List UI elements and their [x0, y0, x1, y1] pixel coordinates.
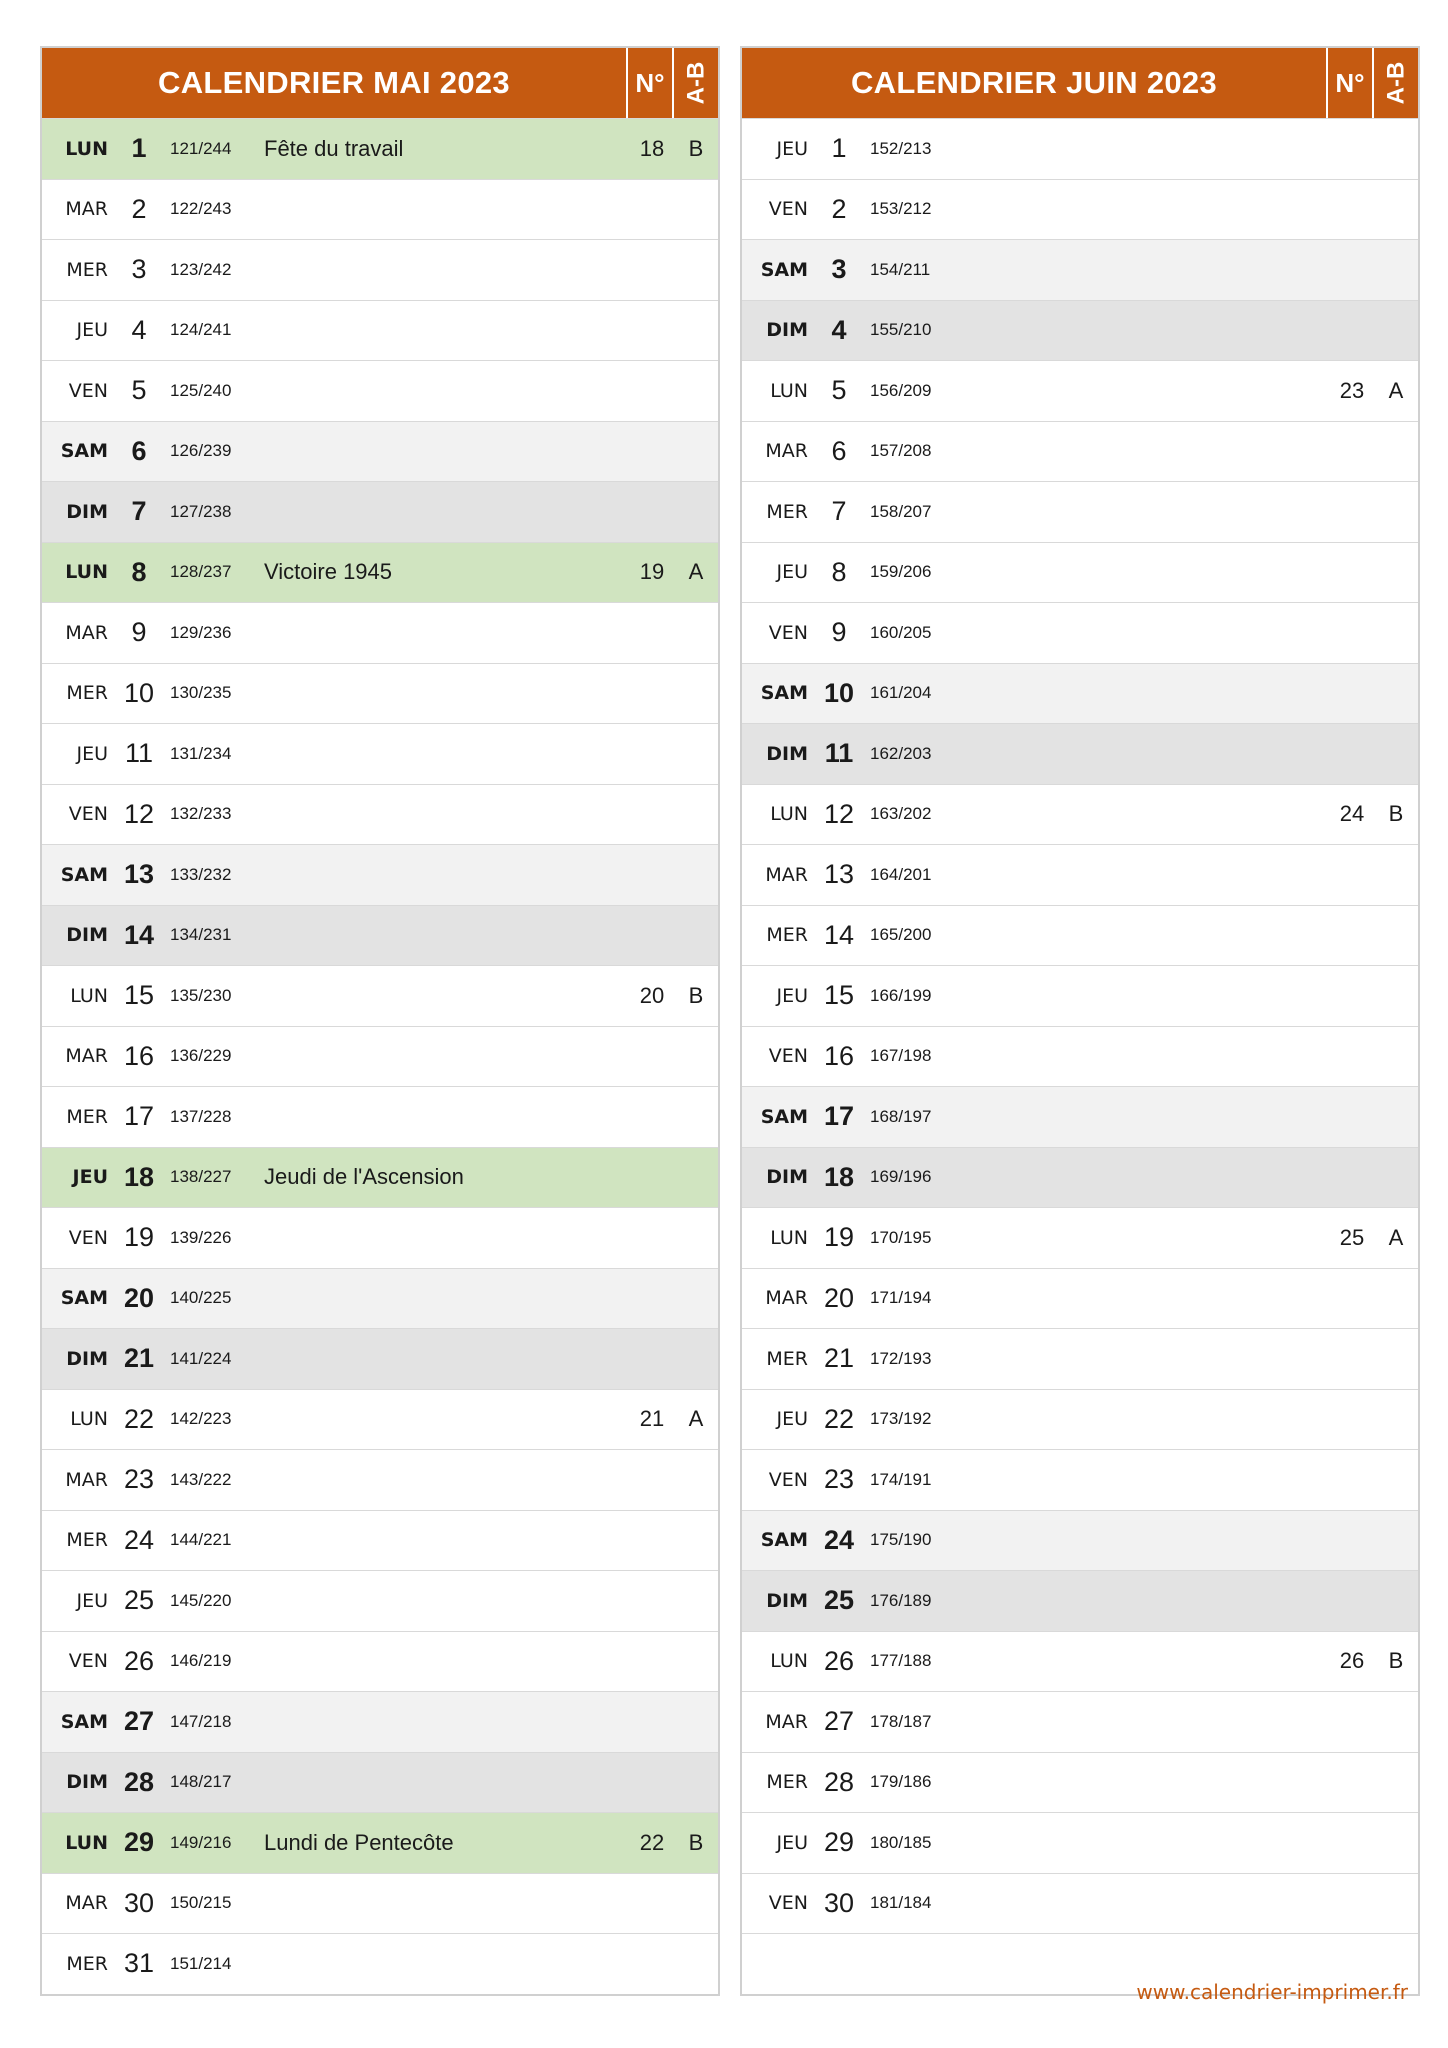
day-row	[742, 1570, 1418, 1631]
day-row	[42, 965, 718, 1026]
day-number: 29	[123, 1827, 155, 1858]
day-number: 27	[123, 1706, 155, 1737]
day-row	[42, 1328, 718, 1389]
day-name: JEU	[72, 1166, 108, 1189]
day-of-year: 143/222	[170, 1469, 232, 1489]
day-row	[42, 602, 718, 663]
day-row	[42, 421, 718, 482]
day-number: 26	[823, 1645, 855, 1676]
calendar-rows	[742, 118, 1418, 1994]
day-of-year: 149/216	[170, 1832, 232, 1852]
week-ab: A	[1388, 377, 1404, 403]
day-number: 29	[823, 1827, 855, 1858]
day-row	[42, 1812, 718, 1873]
day-of-year: 148/217	[170, 1772, 232, 1792]
day-row	[42, 1449, 718, 1510]
day-number: 8	[131, 556, 147, 587]
day-of-year: 151/214	[170, 1953, 232, 1973]
day-number: 3	[831, 254, 847, 285]
day-number: 20	[823, 1282, 855, 1313]
day-row	[42, 723, 718, 784]
day-name: DIM	[66, 1347, 108, 1370]
day-number: 21	[823, 1343, 855, 1374]
event-label: Victoire 1945	[264, 559, 393, 585]
day-number: 3	[131, 254, 147, 285]
day-row	[742, 1207, 1418, 1268]
day-row	[42, 1933, 718, 1994]
day-number: 23	[123, 1464, 155, 1495]
day-of-year: 170/195	[870, 1227, 932, 1247]
day-row	[42, 1147, 718, 1208]
calendar-june	[740, 46, 1420, 1996]
week-ab: A	[1388, 1224, 1404, 1250]
day-name: MAR	[65, 621, 108, 644]
day-of-year: 125/240	[170, 380, 232, 400]
week-number: 20	[639, 982, 665, 1008]
day-row	[742, 1147, 1418, 1208]
day-name: VEN	[768, 1892, 808, 1915]
day-of-year: 132/233	[170, 804, 232, 824]
day-name: LUN	[770, 1226, 808, 1249]
day-name: JEU	[776, 137, 808, 160]
day-row	[42, 542, 718, 603]
day-row	[742, 1631, 1418, 1692]
week-number: 23	[1339, 377, 1365, 403]
day-number: 18	[823, 1161, 855, 1192]
day-of-year: 164/201	[870, 864, 932, 884]
day-row	[742, 421, 1418, 482]
day-number: 6	[831, 435, 847, 466]
day-name: VEN	[768, 1045, 808, 1068]
day-row	[742, 179, 1418, 240]
calendar-may	[40, 46, 720, 1996]
day-of-year: 161/204	[870, 683, 932, 703]
day-number: 24	[123, 1524, 155, 1555]
day-of-year: 179/186	[870, 1772, 932, 1792]
day-of-year: 175/190	[870, 1530, 932, 1550]
day-number: 15	[823, 980, 855, 1011]
day-number: 19	[123, 1222, 155, 1253]
day-row	[742, 1268, 1418, 1329]
day-number: 16	[823, 1040, 855, 1071]
week-ab: B	[688, 1829, 704, 1855]
week-number-header: N°	[626, 48, 672, 118]
week-ab: B	[1388, 1648, 1404, 1674]
day-number: 13	[823, 859, 855, 890]
day-number: 11	[824, 738, 854, 769]
day-row	[742, 360, 1418, 421]
day-name: JEU	[776, 561, 808, 584]
day-name: MER	[766, 1771, 808, 1794]
day-number: 20	[123, 1282, 155, 1313]
day-row	[42, 1389, 718, 1450]
day-of-year: 122/243	[170, 199, 232, 219]
day-of-year: 171/194	[870, 1288, 932, 1308]
week-ab: B	[688, 135, 704, 161]
day-row	[742, 1389, 1418, 1450]
day-of-year: 166/199	[870, 985, 932, 1005]
week-number: 25	[1339, 1224, 1365, 1250]
week-number: 21	[639, 1406, 665, 1432]
day-number: 10	[123, 677, 155, 708]
day-row	[42, 1510, 718, 1571]
day-name: SAM	[60, 863, 108, 886]
day-of-year: 135/230	[170, 985, 232, 1005]
day-of-year: 169/196	[870, 1167, 932, 1187]
day-name: DIM	[66, 1771, 108, 1794]
day-name: MAR	[65, 1892, 108, 1915]
day-name: LUN	[65, 137, 108, 160]
day-name: DIM	[766, 1166, 808, 1189]
day-of-year: 158/207	[870, 501, 932, 521]
day-name: DIM	[766, 742, 808, 765]
day-name: MAR	[65, 1045, 108, 1068]
day-of-year: 139/226	[170, 1227, 232, 1247]
day-name: VEN	[768, 1468, 808, 1491]
day-row	[42, 1691, 718, 1752]
day-number: 2	[131, 193, 147, 224]
day-row	[42, 360, 718, 421]
day-number: 17	[123, 1101, 155, 1132]
day-name: VEN	[68, 1650, 108, 1673]
week-ab: A	[688, 559, 704, 585]
day-name: JEU	[776, 984, 808, 1007]
day-number: 31	[123, 1948, 155, 1979]
day-number: 24	[823, 1524, 855, 1555]
day-name: DIM	[66, 500, 108, 523]
day-row	[742, 1086, 1418, 1147]
day-number: 12	[123, 798, 155, 829]
day-name: DIM	[766, 319, 808, 342]
day-name: MAR	[765, 440, 808, 463]
day-of-year: 173/192	[870, 1409, 932, 1429]
day-row	[742, 239, 1418, 300]
day-number: 6	[131, 435, 147, 466]
day-name: VEN	[68, 379, 108, 402]
day-name: LUN	[770, 379, 808, 402]
day-number: 17	[823, 1101, 855, 1132]
day-row	[42, 1268, 718, 1329]
day-of-year: 146/219	[170, 1651, 232, 1671]
day-name: MAR	[65, 198, 108, 221]
week-number: 26	[1339, 1648, 1365, 1674]
day-name: JEU	[76, 319, 108, 342]
day-number: 5	[831, 375, 847, 406]
day-of-year: 150/215	[170, 1893, 232, 1913]
day-row	[42, 300, 718, 361]
day-of-year: 133/232	[170, 864, 232, 884]
day-row	[742, 1752, 1418, 1813]
day-of-year: 145/220	[170, 1590, 232, 1610]
day-name: LUN	[770, 1650, 808, 1673]
day-name: LUN	[65, 561, 108, 584]
day-of-year: 136/229	[170, 1046, 232, 1066]
day-of-year: 154/211	[870, 259, 931, 279]
day-row	[742, 1026, 1418, 1087]
day-number: 12	[823, 798, 855, 829]
day-row	[742, 602, 1418, 663]
calendar-header	[42, 48, 718, 118]
day-number: 23	[823, 1464, 855, 1495]
day-number: 14	[823, 919, 855, 950]
day-of-year: 144/221	[170, 1530, 232, 1550]
day-name: JEU	[76, 1589, 108, 1612]
day-row	[42, 239, 718, 300]
day-number: 13	[123, 859, 155, 890]
day-number: 2	[831, 193, 847, 224]
day-row	[742, 965, 1418, 1026]
day-of-year: 134/231	[170, 925, 232, 945]
day-number: 9	[131, 617, 147, 648]
day-row	[742, 1691, 1418, 1752]
day-name: MER	[66, 1952, 108, 1975]
day-name: SAM	[760, 258, 808, 281]
day-of-year: 168/197	[870, 1106, 932, 1126]
day-of-year: 128/237	[170, 562, 232, 582]
website-link[interactable]: www.calendrier-imprimer.fr	[1136, 1980, 1408, 2004]
day-of-year: 162/203	[870, 743, 932, 763]
day-name: MAR	[65, 1468, 108, 1491]
day-of-year: 155/210	[870, 320, 932, 340]
week-ab: B	[1388, 801, 1404, 827]
day-row	[42, 905, 718, 966]
day-name: JEU	[76, 742, 108, 765]
day-number: 1	[831, 133, 847, 164]
day-row	[742, 481, 1418, 542]
day-row	[742, 844, 1418, 905]
week-number: 19	[639, 559, 665, 585]
week-ab-header: A-B	[1372, 48, 1418, 118]
day-row	[42, 118, 718, 179]
day-of-year: 180/185	[870, 1832, 932, 1852]
day-row	[742, 1812, 1418, 1873]
day-row	[42, 1873, 718, 1934]
day-of-year: 129/236	[170, 622, 232, 642]
day-number: 30	[823, 1887, 855, 1918]
day-name: LUN	[70, 1408, 108, 1431]
day-name: VEN	[68, 803, 108, 826]
event-label: Fête du travail	[264, 135, 404, 161]
day-name: MER	[766, 1347, 808, 1370]
day-name: LUN	[70, 984, 108, 1007]
day-name: VEN	[68, 1226, 108, 1249]
week-number: 24	[1339, 801, 1365, 827]
day-number: 28	[823, 1766, 855, 1797]
day-row	[742, 1873, 1418, 1934]
day-name: SAM	[760, 682, 808, 705]
day-row	[742, 1328, 1418, 1389]
day-row	[42, 1631, 718, 1692]
day-number: 30	[123, 1887, 155, 1918]
day-row	[42, 663, 718, 724]
day-number: 4	[131, 314, 147, 345]
day-name: MER	[66, 1105, 108, 1128]
day-row	[742, 300, 1418, 361]
day-number: 18	[123, 1161, 155, 1192]
day-row	[742, 1510, 1418, 1571]
day-of-year: 137/228	[170, 1106, 232, 1126]
calendar-title: CALENDRIER JUIN 2023	[850, 65, 1218, 100]
day-of-year: 152/213	[870, 138, 932, 158]
day-row	[742, 663, 1418, 724]
day-of-year: 141/224	[170, 1348, 232, 1368]
day-row	[42, 1752, 718, 1813]
day-number: 26	[123, 1645, 155, 1676]
day-name: MER	[766, 924, 808, 947]
day-of-year: 172/193	[870, 1348, 932, 1368]
day-of-year: 165/200	[870, 925, 932, 945]
day-of-year: 177/188	[870, 1651, 932, 1671]
event-label: Lundi de Pentecôte	[264, 1829, 454, 1855]
day-row	[742, 723, 1418, 784]
day-row	[42, 844, 718, 905]
day-number: 25	[123, 1585, 155, 1616]
week-number: 18	[639, 135, 665, 161]
day-of-year: 142/223	[170, 1409, 232, 1429]
day-number: 16	[123, 1040, 155, 1071]
day-of-year: 138/227	[170, 1167, 232, 1187]
day-number: 7	[831, 496, 847, 527]
day-of-year: 157/208	[870, 441, 932, 461]
day-of-year: 147/218	[170, 1711, 232, 1731]
day-name: SAM	[760, 1105, 808, 1128]
calendar-title: CALENDRIER MAI 2023	[158, 65, 510, 100]
day-of-year: 123/242	[170, 259, 232, 279]
day-name: DIM	[66, 924, 108, 947]
day-name: SAM	[760, 1529, 808, 1552]
event-label: Jeudi de l'Ascension	[264, 1164, 464, 1190]
day-of-year: 178/187	[870, 1711, 932, 1731]
day-of-year: 160/205	[870, 622, 932, 642]
day-of-year: 181/184	[870, 1893, 932, 1913]
day-number: 8	[831, 556, 847, 587]
day-row	[42, 481, 718, 542]
day-number: 9	[831, 617, 847, 648]
day-number: 10	[823, 677, 855, 708]
day-name: MER	[66, 1529, 108, 1552]
day-row	[742, 1449, 1418, 1510]
week-number: 22	[639, 1829, 665, 1855]
day-name: DIM	[766, 1589, 808, 1612]
day-name: JEU	[776, 1408, 808, 1431]
day-row	[42, 784, 718, 845]
day-number: 7	[131, 496, 147, 527]
day-of-year: 140/225	[170, 1288, 232, 1308]
day-number: 21	[123, 1343, 155, 1374]
day-number: 15	[123, 980, 155, 1011]
day-name: LUN	[770, 803, 808, 826]
week-ab: B	[688, 982, 704, 1008]
day-row	[42, 179, 718, 240]
week-ab: A	[688, 1406, 704, 1432]
day-name: SAM	[60, 1710, 108, 1733]
day-row	[742, 905, 1418, 966]
day-row	[742, 118, 1418, 179]
day-of-year: 176/189	[870, 1590, 932, 1610]
day-row	[42, 1207, 718, 1268]
day-number: 4	[831, 314, 847, 345]
day-number: 11	[124, 738, 154, 769]
day-of-year: 153/212	[870, 199, 932, 219]
day-of-year: 121/244	[170, 138, 232, 158]
day-name: MER	[66, 258, 108, 281]
day-name: MAR	[765, 863, 808, 886]
day-number: 22	[823, 1403, 855, 1434]
day-name: MER	[66, 682, 108, 705]
day-number: 27	[823, 1706, 855, 1737]
day-of-year: 167/198	[870, 1046, 932, 1066]
day-name: JEU	[776, 1831, 808, 1854]
day-number: 14	[123, 919, 155, 950]
day-name: MAR	[765, 1710, 808, 1733]
day-row	[42, 1026, 718, 1087]
day-name: SAM	[60, 440, 108, 463]
day-name: SAM	[60, 1287, 108, 1310]
day-name: VEN	[768, 621, 808, 644]
day-of-year: 174/191	[870, 1469, 932, 1489]
day-of-year: 156/209	[870, 380, 932, 400]
day-number: 25	[823, 1585, 855, 1616]
day-row	[742, 784, 1418, 845]
day-of-year: 127/238	[170, 501, 232, 521]
week-number-header: N°	[1326, 48, 1372, 118]
calendar-rows	[42, 118, 718, 1994]
day-number: 5	[131, 375, 147, 406]
day-of-year: 124/241	[170, 320, 232, 340]
day-name: LUN	[65, 1831, 108, 1854]
day-of-year: 130/235	[170, 683, 232, 703]
day-of-year: 163/202	[870, 804, 932, 824]
day-of-year: 131/234	[170, 743, 232, 763]
day-number: 22	[123, 1403, 155, 1434]
day-number: 1	[131, 133, 147, 164]
day-row	[742, 542, 1418, 603]
day-name: MAR	[765, 1287, 808, 1310]
week-ab-header: A-B	[672, 48, 718, 118]
day-name: MER	[766, 500, 808, 523]
day-row	[42, 1570, 718, 1631]
day-of-year: 159/206	[870, 562, 932, 582]
calendar-header	[742, 48, 1418, 118]
day-number: 28	[123, 1766, 155, 1797]
day-number: 19	[823, 1222, 855, 1253]
day-name: VEN	[768, 198, 808, 221]
day-row	[42, 1086, 718, 1147]
day-of-year: 126/239	[170, 441, 232, 461]
